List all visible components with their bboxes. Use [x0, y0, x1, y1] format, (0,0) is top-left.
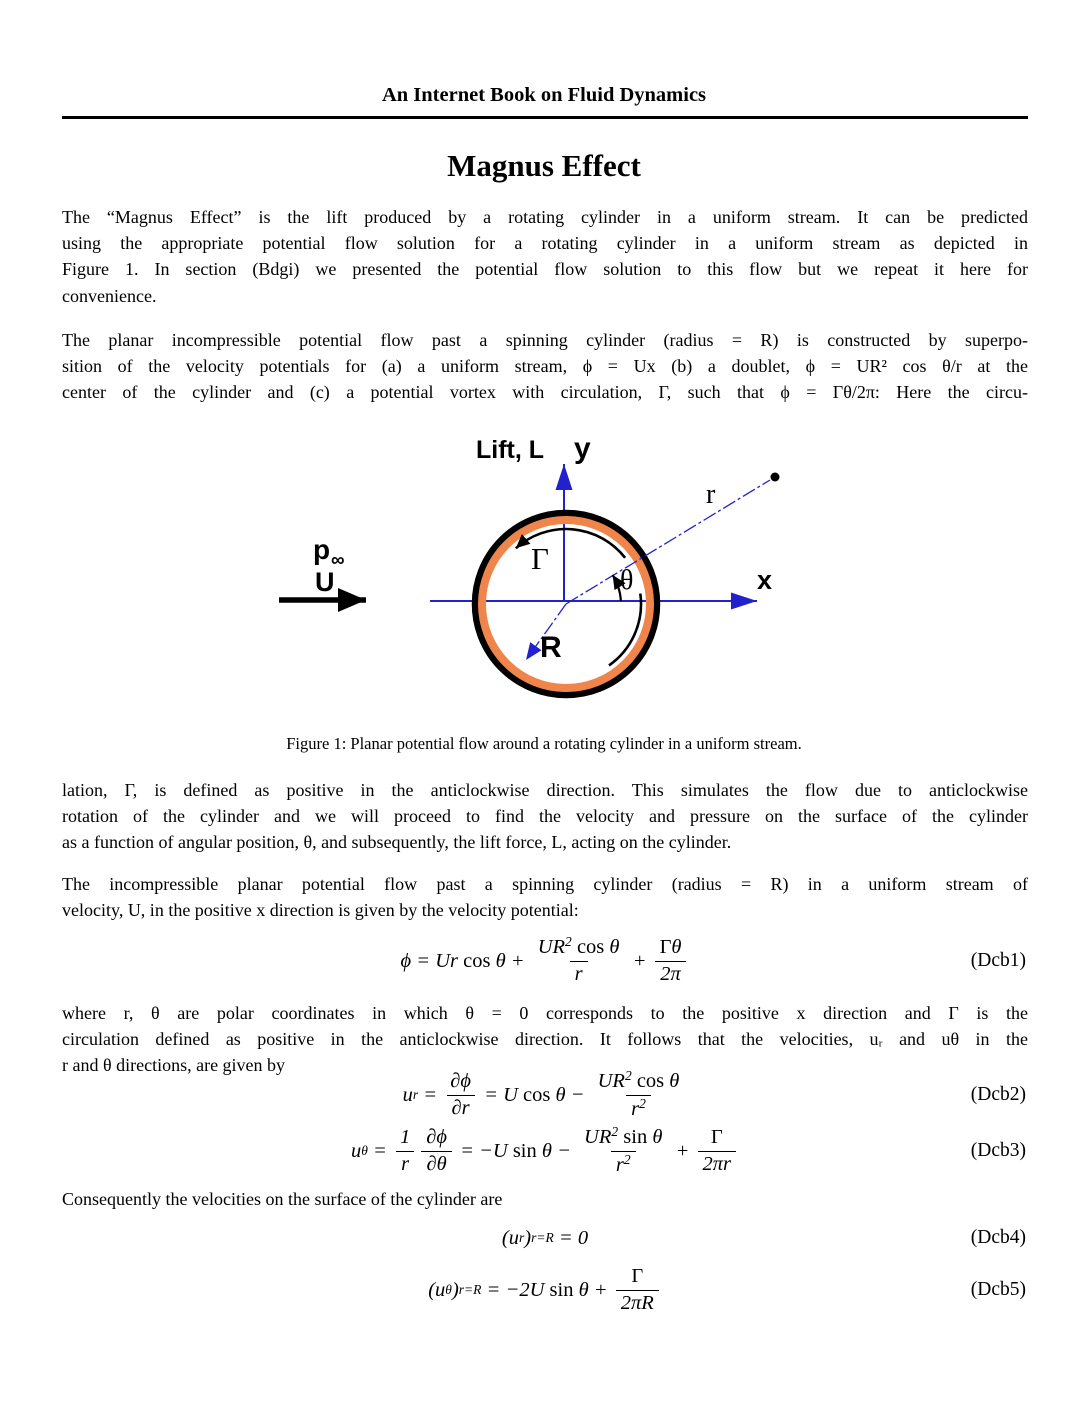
paragraph-velocity-potential: The incompressible planar potential flow past a spinning cylinder (radius = R) in a uniform stream of velocity, U, in the positive x direction is given by the velocity potential:	[62, 874, 1028, 921]
equation-dcb5	[62, 1258, 1028, 1322]
label-pressure-infinity: p	[313, 534, 331, 565]
paragraph-circulation: lation, Γ, is defined as positive in the anticlockwise direction. This simulates the flow due to anticlockwise rotation of the cylinder and we will proceed to find the velocity and pressure on the surface of the cylinder as a function of angular position, θ, and subsequently, the lift force, L, acting on the cylinder.	[62, 780, 1028, 853]
paragraph-polar-coordinates: where r, θ are polar coordinates in which θ = 0 corresponds to the positive x direction and Γ is the circulation defined as positive in the anticlockwise direction. It follows that the velocities, uᵣ and uθ in the r and θ directions, are given by	[62, 1003, 1028, 1076]
label-theta: θ	[620, 565, 634, 596]
label-velocity-U: U	[315, 567, 335, 597]
equation-tag-dcb4: (Dcb4)	[970, 1227, 1026, 1248]
label-r-coordinate: r	[706, 479, 716, 510]
equation-tag-dcb2: (Dcb2)	[970, 1084, 1026, 1105]
equation-tag-dcb5: (Dcb5)	[970, 1279, 1026, 1300]
label-lift: Lift, L	[476, 436, 545, 464]
equation-dcb4	[62, 1223, 1028, 1253]
label-x-axis: x	[757, 565, 773, 595]
field-point-dot	[771, 473, 780, 482]
equation-dcb1-expression: ϕ = Ur cos θ + $\frac{UR^2 \cos \theta}{r}$ + $\frac{\Gamma\theta}{2\pi}$	[401, 934, 690, 987]
paragraph-superposition: The planar incompressible potential flow past a spinning cylinder (radius = R) is constructed by superpo- sition of the velocity potentials for (a) a uniform stream, ϕ = Ux (b) a doublet, ϕ = UR² cos θ/r at the center of the cylinder and (c) a potential vortex with circulation, Γ, such that ϕ = Γθ/2π: Here the circu-	[62, 330, 1028, 403]
label-circulation-gamma: Γ	[531, 541, 549, 576]
figure-caption: Figure 1: Planar potential flow around a rotating cylinder in a uniform stream.	[286, 734, 802, 753]
figure-diagram	[260, 425, 820, 730]
infinity-subscript: ∞	[331, 550, 345, 571]
equation-dcb2-expression: u r = $\frac{\partial\phi}{\partial r}$ = U cos θ − $\frac{UR^2 \cos \theta}{r^2}$	[403, 1068, 688, 1122]
equation-dcb3	[62, 1118, 1028, 1184]
equation-tag-dcb1: (Dcb1)	[970, 950, 1026, 971]
label-radius-R: R	[540, 631, 562, 664]
equation-tag-dcb3: (Dcb3)	[970, 1140, 1026, 1161]
label-y-axis: y	[574, 432, 591, 465]
equation-dcb3-expression: u θ = $\frac{1}{r}$ $\frac{\partial\phi}{\partial\theta}$ = −U sin θ − $\frac{UR^2 \sin \theta}{r^2}$ + $\frac{\Gamma}{2\pi r}$	[351, 1124, 739, 1178]
equation-dcb4-expression: (u r ) r=R = 0	[501, 1226, 589, 1249]
book-header: An Internet Book on Fluid Dynamics	[381, 84, 707, 106]
header-rule	[62, 116, 1028, 119]
page-title: Magnus Effect	[447, 148, 641, 183]
equation-dcb5-expression: (u θ ) r=R = −2U sin θ + $\frac{\Gamma}{2\pi R}$	[428, 1264, 662, 1316]
paragraph-intro: The “Magnus Effect” is the lift produced by a rotating cylinder in a uniform stream. It can be predicted using the appropriate potential flow solution for a rotating cylinder in a uniform stream as depicted in Figure 1. In section (Bdgi) we presented the potential flow solution to this flow but we repeat it here for convenience.	[62, 207, 1028, 306]
paragraph-surface-velocities: Consequently the velocities on the surface of the cylinder are	[62, 1189, 503, 1209]
equation-dcb1	[62, 928, 1028, 994]
